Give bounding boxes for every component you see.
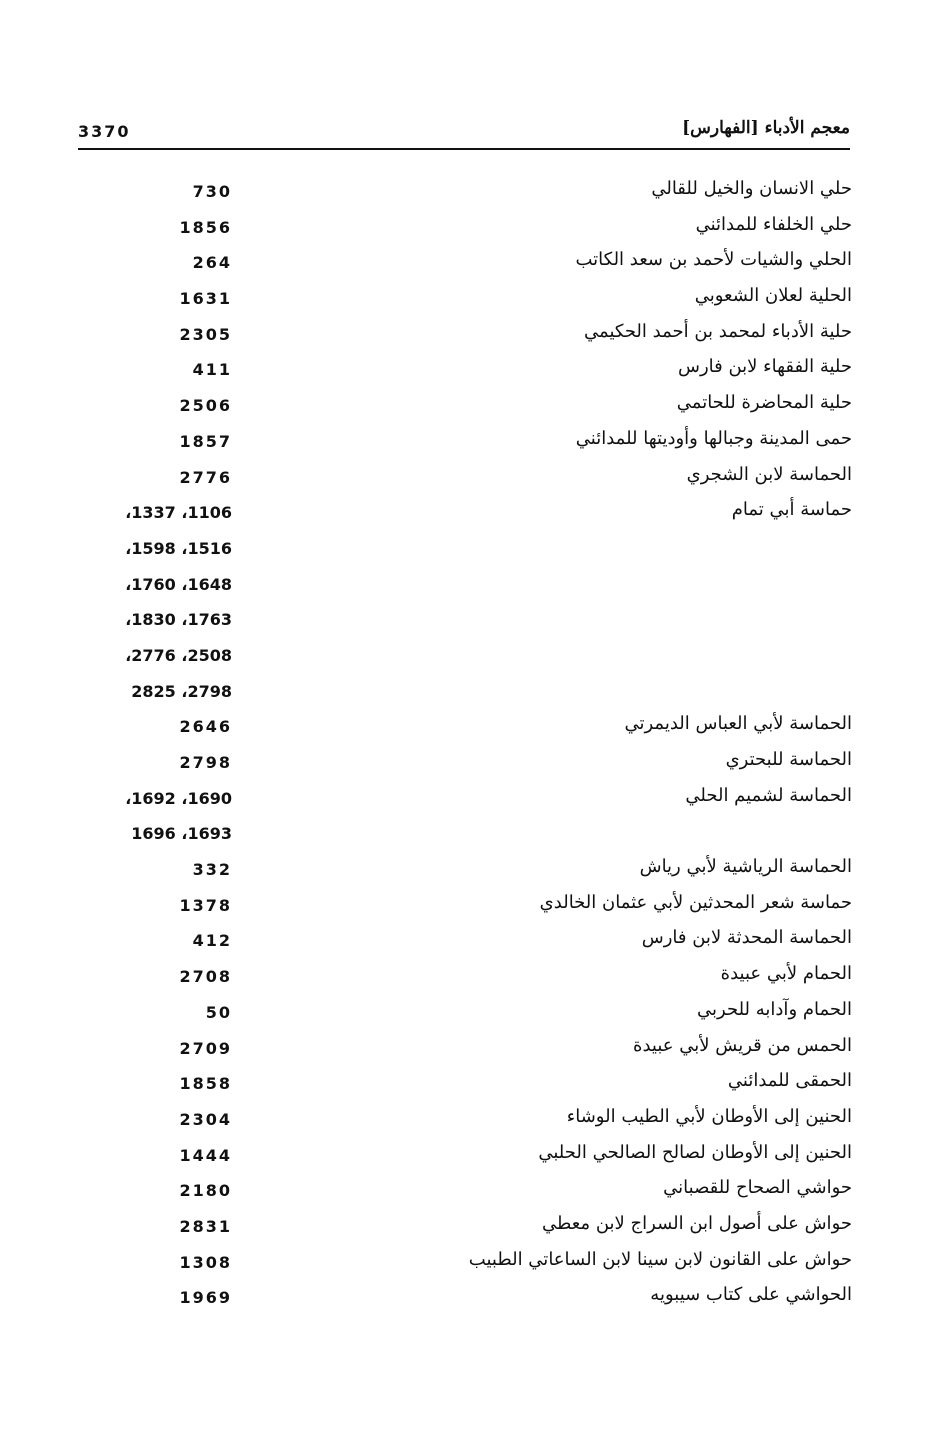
entry-page-numbers: 1308 [179,1252,232,1272]
entry-page-numbers: 2506 [179,396,232,416]
index-row [0,783,932,819]
index-row [0,390,932,426]
index-row [0,676,932,712]
index-row [0,961,932,997]
index-row [0,1211,932,1247]
running-title: معجم الأدباء [الفهارس] [682,118,850,138]
entry-page-numbers: 2646 [179,717,232,737]
index-row [0,747,932,783]
entry-title: حلية الفقهاء لابن فارس [677,356,852,378]
entry-title: الحماسة للبحتري [725,749,852,770]
entry-page-numbers: 2180 [179,1181,232,1201]
index-row [0,890,932,926]
entry-title: حماسة أبي تمام [731,499,852,521]
entry-page-numbers: 2798 [179,753,232,772]
index-row [0,711,932,747]
index-row [0,604,932,640]
entry-page-numbers: 1444 [179,1145,232,1165]
index-row [0,1140,932,1176]
index-row [0,533,932,569]
entry-title: الحماسة لابن الشجري [686,463,852,485]
entry-title: الحواشي على كتاب سيبويه [650,1284,852,1306]
index-row [0,247,932,283]
entry-page-numbers: 1631 [179,289,232,309]
entry-title: حماسة شعر المحدثين لأبي عثمان الخالدي [539,891,852,913]
entry-title: حلية المحاضرة للحاتمي [676,392,852,414]
entry-page-numbers: 1857 [179,431,232,451]
entry-title: الحمقى للمدائني [727,1070,852,1092]
entry-title: الحلية لعلان الشعوبي [694,285,852,307]
entry-page-numbers: 2709 [179,1038,232,1058]
entry-page-numbers: 1106، 1337، [125,503,232,523]
index-list [0,176,932,1318]
entry-page-numbers: 264 [192,253,232,273]
index-row [0,1175,932,1211]
entry-page-numbers: 1763، 1830، [125,610,232,630]
index-row [0,854,932,890]
entry-title: حواش على القانون لابن سينا لابن الساعاتي الطبيب [468,1248,852,1270]
entry-title: حلي الانسان والخيل للقالي [651,178,852,199]
index-row [0,1104,932,1140]
entry-page-numbers: 332 [192,860,232,880]
entry-page-numbers: 1690، 1692، [125,788,232,808]
index-row [0,818,932,854]
entry-title: الحنين إلى الأوطان لأبي الطيب الوشاء [566,1105,852,1127]
entry-title: حمى المدينة وجبالها وأوديتها للمدائني [575,427,852,449]
index-row [0,640,932,676]
entry-page-numbers: 2508، 2776، [125,645,232,665]
entry-page-numbers: 1648، 1760، [125,574,232,594]
index-row [0,497,932,533]
index-row [0,283,932,319]
page-number: 3370 [78,122,131,141]
entry-title: حلية الأدباء لمحمد بن أحمد الحكيمي [584,320,852,342]
entry-page-numbers: 1378 [179,895,232,915]
index-row [0,569,932,605]
entry-page-numbers: 2798، 2825 [131,681,232,701]
entry-page-numbers: 1516، 1598، [125,538,232,558]
entry-page-numbers: 730 [192,182,232,201]
entry-title: الحمام وآدابه للحربي [697,998,852,1020]
entry-page-numbers: 50 [205,1002,232,1022]
entry-page-numbers: 2708 [179,967,232,987]
entry-title: حلي الخلفاء للمدائني [695,213,852,235]
index-row [0,997,932,1033]
entry-page-numbers: 411 [192,360,232,380]
entry-page-numbers: 2776 [179,467,232,487]
entry-title: حواشي الصحاح للقصباني [663,1177,852,1199]
entry-title: الحماسة لشميم الحلي [685,784,852,806]
index-row [0,354,932,390]
index-row [0,462,932,498]
entry-page-numbers: 2305 [179,324,232,344]
entry-title: الحماسة الرياشية لأبي رياش [639,856,852,878]
index-row [0,176,932,212]
page-header [78,118,850,148]
entry-title: الحمس من قريش لأبي عبيدة [633,1034,852,1056]
entry-title: الحنين إلى الأوطان لصالح الصالحي الحلبي [538,1141,852,1163]
entry-page-numbers: 1856 [179,217,232,237]
entry-page-numbers: 1969 [179,1288,232,1308]
index-row [0,925,932,961]
index-row [0,1247,932,1283]
entry-page-numbers: 1858 [179,1074,232,1094]
entry-page-numbers: 2831 [179,1216,232,1236]
entry-title: الحمام لأبي عبيدة [720,963,852,985]
header-rule [78,148,850,150]
entry-page-numbers: 2304 [179,1109,232,1129]
entry-page-numbers: 412 [192,931,232,951]
index-row [0,1282,932,1318]
entry-title: حواش على أصول ابن السراج لابن معطي [542,1212,852,1234]
index-row [0,1033,932,1069]
entry-title: الحماسة لأبي العباس الديمرتي [624,713,852,735]
entry-title: الحلي والشيات لأحمد بن سعد الكاتب [575,249,852,271]
index-row [0,319,932,355]
entry-page-numbers: 1693، 1696 [131,824,232,844]
entry-title: الحماسة المحدثة لابن فارس [641,927,852,949]
index-row [0,426,932,462]
index-row [0,212,932,248]
index-row [0,1068,932,1104]
